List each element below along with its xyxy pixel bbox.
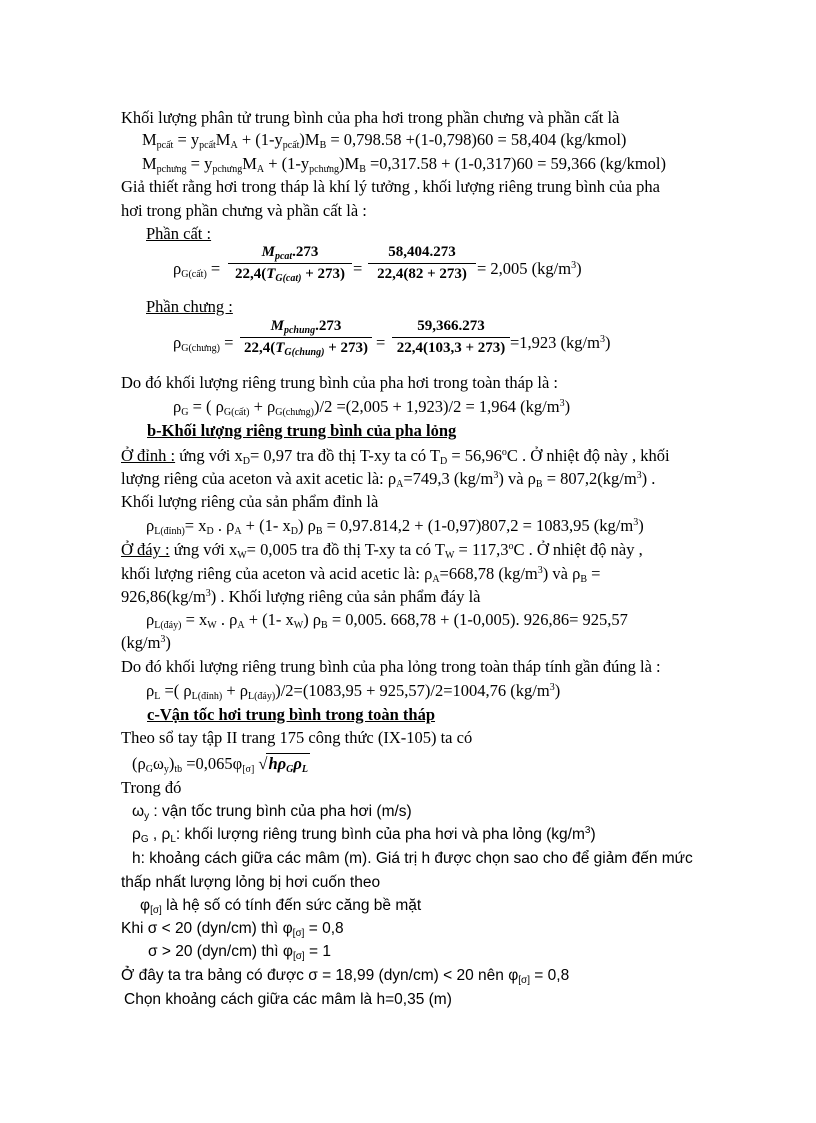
text-line: Khi σ < 20 (dyn/cm) thì $\varphi_{[\sigma]} = 0,8$ bbox=[121, 920, 344, 939]
section-heading-b: b-Khối lượng riêng trung bình của pha lỏng bbox=[147, 421, 457, 440]
formula-rho-l-dinh: $\rho_{L(đỉnh)}= x_D$ . $\rho_A + (1-$ $x_D$) $\rho_B = 0,97.814,2 + (1-0,97)807,2 = 1083,95$ $(kg/m^3)$ bbox=[146, 516, 644, 537]
heading-phan-chung: Phần chưng : bbox=[146, 297, 233, 316]
text-line: Giả thiết rằng hơi trong tháp là khí lý tưởng , khối lượng riêng trung bình của pha bbox=[121, 177, 660, 196]
formula-velocity: $(\rho_G\omega_y)_{tb} =0,065\varphi_{[\sigma]}$ $√h\rho_G\rho_L$ bbox=[132, 754, 308, 775]
fraction-rho-chung-general: $M_{pchung}.273$ $22,4(T_{G(chung)} + 273)$ bbox=[240, 318, 372, 357]
formula-rho-l-day: $\rho_{L(đáy)} = x_W$ . $\rho_A + (1-$ $x_W$) $\rho_B = 0,005$. 668,78 + (1-0,005). 926,86= 925,57 bbox=[146, 610, 628, 631]
text-line: Khối lượng phân tử trung bình của pha hơi trong phần chưng và phần cất là bbox=[121, 108, 620, 127]
heading-phan-cat: Phần cất : bbox=[146, 224, 212, 243]
text-line: Trong đó bbox=[121, 778, 182, 797]
text-line: khối lượng riêng của aceton và acid acetic là: $\rho_A=668,78$ $(kg/m^3)$ và $\rho_B$ = bbox=[121, 564, 601, 585]
text-line-o-dinh: Ở đỉnh : ứng với $x_D= 0,97$ tra đồ thị T-xy ta có $T_D = 56,96^oC$ . Ở nhiệt độ này , khối bbox=[121, 446, 670, 467]
text-line: σ > 20 (dyn/cm) thì $\varphi_{[\sigma]} = 1$ bbox=[148, 943, 331, 962]
text-line: Khối lượng riêng của sản phẩm đỉnh là bbox=[121, 492, 379, 511]
fraction-rho-chung-values: 59,366.273 22,4(103,3 + 273) bbox=[392, 318, 510, 357]
text-line: thấp nhất lượng lỏng bị hơi cuốn theo bbox=[121, 874, 381, 891]
formula-rho-l-average: $\rho_L$ =( $\rho_{L(đỉnh)} + \rho_{L(đáy)})/2=(1083,95 + 925,57)/2=1004,76$ $(kg/m^3)$ bbox=[146, 681, 561, 702]
text-line: Do đó khối lượng riêng trung bình của pha hơi trong toàn tháp là : bbox=[121, 373, 558, 392]
equals-sign: = bbox=[353, 259, 363, 278]
text-line: $\varphi_{[\sigma]}$ là hệ số có tính đến sức căng bề mặt bbox=[140, 897, 422, 916]
text-line: Ở đây ta tra bảng có được σ = 18,99 (dyn/cm) < 20 nên $\varphi_{[\sigma]} = 0,8$ bbox=[121, 967, 570, 986]
text-line: $926,86(kg/m^3)$ . Khối lượng riêng của sản phẩm đáy là bbox=[121, 587, 481, 606]
formula-m-pchung: $M_{pchưng} = y_{pchưng}M_A + (1-y_{pchưng})M_B =0,317.58 + (1-0,317)60 = 59,366$ (kg/kmol) bbox=[142, 154, 667, 175]
formula-m-pcat: $M_{pcất} = y_{pcất}M_A + (1-y_{pcất})M_B = 0,798.58 +(1-0,798)60 = 58,404$ (kg/kmol) bbox=[142, 130, 627, 151]
text-line: $(kg/m^3)$ bbox=[121, 633, 171, 652]
text-line: h: khoảng cách giữa các mâm (m). Giá trị h được chọn sao cho để giảm đến mức bbox=[132, 850, 693, 867]
rho-g-chung-result: =1,923 $(kg/m^3)$ bbox=[510, 333, 611, 352]
text-line: $\omega_y$ : vận tốc trung bình của pha hơi (m/s) bbox=[132, 803, 412, 822]
formula-rho-g-average: $\rho_G$ = ( $\rho_{G(cất)} + \rho_{G(chưng)})/2 =(2,005 + 1,923)/2 = 1,964$ $(kg/m^3)$ bbox=[173, 397, 571, 418]
text-line: lượng riêng của aceton và axit acetic là: $\rho_A=749,3$ $(kg/m^3)$ và $\rho_B = 807,2(kg/m^3)$ . bbox=[121, 469, 656, 490]
text-line: $\rho_G$ , $\rho_L$: khối lượng riêng trung bình của pha hơi và pha lỏng $(kg/m^3)$ bbox=[132, 825, 596, 845]
rho-g-cat-result: = 2,005 $(kg/m^3)$ bbox=[477, 259, 582, 278]
rho-g-chung-lhs: $\rho_{G(chưng)}$ = bbox=[173, 333, 234, 354]
fraction-rho-cat-general: $M_{pcat}.273$ $22,4(T_{G(cat)} + 273)$ bbox=[228, 244, 352, 283]
section-heading-c: c-Vận tốc hơi trung bình trong toàn tháp bbox=[147, 705, 436, 724]
text-line: Theo sổ tay tập II trang 175 công thức (IX-105) ta có bbox=[121, 728, 473, 747]
text-line: Chọn khoảng cách giữa các mâm là h=0,35 (m) bbox=[124, 991, 452, 1008]
text-line: hơi trong phần chưng và phần cất là : bbox=[121, 201, 367, 220]
text-line: Do đó khối lượng riêng trung bình của pha lỏng trong toàn tháp tính gần đúng là : bbox=[121, 657, 661, 676]
rho-g-cat-lhs: $\rho_{G(cất)}$ = bbox=[173, 259, 221, 280]
text-line-o-day: Ở đáy : ứng với $x_W= 0,005$ tra đồ thị T-xy ta có $T_W = 117,3^oC$ . Ở nhiệt độ này , bbox=[121, 540, 643, 561]
fraction-rho-cat-values: 58,404.273 22,4(82 + 273) bbox=[368, 244, 476, 283]
equals-sign: = bbox=[376, 333, 386, 352]
